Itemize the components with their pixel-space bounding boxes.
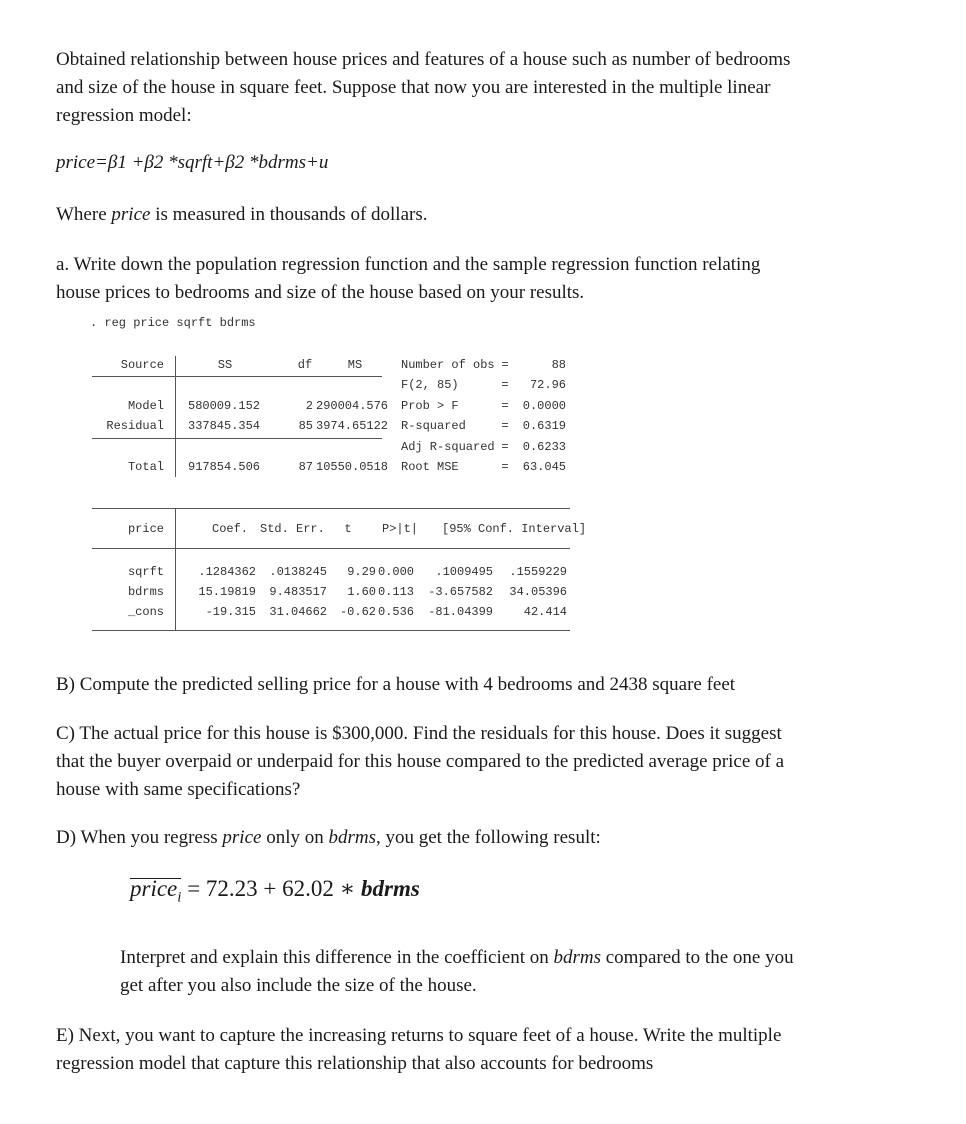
- stat-label-probf: Prob > F: [401, 399, 459, 413]
- part-d-post: , you get the following result:: [375, 827, 601, 848]
- anova-header-df: df: [297, 358, 313, 372]
- where-var: price: [111, 204, 151, 225]
- part-d-var-bdrms: bdrms: [328, 827, 376, 848]
- coef-row-se: 31.04662: [269, 605, 327, 619]
- part-a-line-2: house prices to bedrooms and size of the house based on your results.: [56, 282, 585, 303]
- part-d-interp-line-1: [120, 944, 920, 972]
- coef-row-coef: .1284362: [198, 565, 256, 579]
- coef-row-var: _cons: [127, 605, 164, 619]
- simple-regression-equation: [130, 876, 420, 907]
- coef-row-ci-high: 42.414: [523, 605, 567, 619]
- anova-row-residual-df: 85: [298, 419, 313, 433]
- coef-row-p: 0.000: [377, 565, 414, 579]
- part-c-line-1: C) The actual price for this house is $300,000. Find the residuals for this house. Does it suggest: [56, 723, 782, 744]
- anova-rule-middle: [92, 438, 382, 439]
- intro-line-3: regression model:: [56, 105, 192, 126]
- stat-eq-probf: =: [501, 399, 509, 413]
- part-d-interpretation: [120, 944, 920, 1000]
- part-c-line-2: that the buyer overpaid or underpaid for this house compared to the predicted average price of a: [56, 751, 785, 772]
- coef-row-var: sqrft: [127, 565, 164, 579]
- stat-value-f: 72.96: [529, 378, 566, 392]
- coef-header-var: price: [127, 522, 164, 536]
- eq-rhs: = 72.23 + 62.02 ∗: [181, 876, 362, 901]
- anova-row-total-source: Total: [127, 460, 164, 474]
- coef-row-ci-low: -81.04399: [428, 605, 493, 619]
- part-e-question: [56, 1022, 916, 1078]
- anova-rule-top: [92, 376, 382, 377]
- price-hat: [130, 876, 181, 907]
- coef-header-se: Std. Err.: [260, 522, 325, 536]
- stat-eq-rootmse: =: [501, 460, 509, 474]
- coef-header-t: t: [344, 522, 352, 536]
- anova-row-residual-ms: 3974.65122: [316, 419, 389, 433]
- coef-divider-vertical: [175, 509, 176, 631]
- coef-row-var: bdrms: [127, 585, 164, 599]
- part-d-question: [56, 824, 916, 852]
- anova-row-total-ms: 10550.0518: [316, 460, 389, 474]
- coef-row-coef: 15.19819: [198, 585, 256, 599]
- stat-value-rsq: 0.6319: [522, 419, 566, 433]
- anova-row-total-df: 87: [298, 460, 313, 474]
- coef-header-p: P>|t|: [382, 522, 419, 536]
- anova-divider-vertical: [175, 356, 176, 477]
- anova-header-ss: SS: [217, 358, 233, 372]
- stat-value-adjrsq: 0.6233: [522, 440, 566, 454]
- anova-row-total-ss: 917854.506: [188, 460, 261, 474]
- eq-var: bdrms: [361, 876, 420, 901]
- anova-header-source: Source: [120, 358, 164, 372]
- coef-row-ci-low: .1009495: [435, 565, 493, 579]
- anova-row-model-df: 2: [305, 399, 313, 413]
- coef-row-ci-low: -3.657582: [428, 585, 493, 599]
- where-pre: Where: [56, 204, 112, 225]
- stat-eq-rsq: =: [501, 419, 509, 433]
- part-d-var-price: price: [222, 827, 262, 848]
- anova-row-residual-source: Residual: [106, 419, 164, 433]
- intro-line-2: and size of the house in square feet. Suppose that now you are interested in the multiple linear: [56, 77, 771, 98]
- stat-label-rootmse: Root MSE: [401, 460, 459, 474]
- stat-eq-f: =: [501, 378, 509, 392]
- part-d-interp-line-2: get after you also include the size of the house.: [120, 975, 477, 996]
- stat-label-adjrsq: Adj R-squared: [401, 440, 495, 454]
- part-c-question: [56, 720, 916, 804]
- anova-header-ms: MS: [347, 358, 363, 372]
- coef-row-se: .0138245: [269, 565, 327, 579]
- eq-subscript: i: [177, 889, 182, 906]
- coef-row-coef: -19.315: [205, 605, 256, 619]
- coef-row-t: 9.29: [347, 565, 376, 579]
- coef-row-t: -0.62: [339, 605, 376, 619]
- coef-row-ci-high: 34.05396: [509, 585, 567, 599]
- intro-line-1: Obtained relationship between house prices and features of a house such as number of bedrooms: [56, 49, 791, 70]
- anova-row-model-ms: 290004.576: [316, 399, 389, 413]
- coef-row-ci-high: .1559229: [509, 565, 567, 579]
- anova-row-model-ss: 580009.152: [188, 399, 261, 413]
- part-a-line-1: a. Write down the population regression function and the sample regression function relating: [56, 254, 761, 275]
- coef-row-p: 0.113: [377, 585, 414, 599]
- model-equation: price=β1 +β2 *sqrft+β2 *bdrms+u: [56, 152, 329, 173]
- interp-var: bdrms: [553, 947, 601, 968]
- stat-value-nobs: 88: [551, 358, 566, 372]
- interp-post: compared to the one you: [601, 947, 794, 968]
- where-post: is measured in thousands of dollars.: [150, 204, 428, 225]
- stat-label-nobs: Number of obs: [401, 358, 495, 372]
- eq-lhs: price: [130, 876, 178, 901]
- part-d-pre: D) When you regress: [56, 827, 223, 848]
- part-e-line-1: E) Next, you want to capture the increasing returns to square feet of a house. Write the multiple: [56, 1025, 782, 1046]
- part-b-question: B) Compute the predicted selling price for a house with 4 bedrooms and 2438 square feet: [56, 674, 736, 695]
- stat-eq-adjrsq: =: [501, 440, 509, 454]
- coef-header-ci: [95% Conf. Interval]: [442, 522, 587, 536]
- anova-row-residual-ss: 337845.354: [188, 419, 261, 433]
- part-c-line-3: house with same specifications?: [56, 779, 301, 800]
- anova-row-model-source: Model: [127, 399, 164, 413]
- coef-row-t: 1.60: [347, 585, 376, 599]
- part-d-mid: only on: [261, 827, 329, 848]
- stata-command: . reg price sqrft bdrms: [90, 316, 256, 330]
- stat-label-rsq: R-squared: [401, 419, 466, 433]
- part-e-line-2: regression model that capture this relationship that also accounts for bedrooms: [56, 1053, 654, 1074]
- coef-rule-middle: [92, 548, 570, 549]
- coef-rule-top: [92, 508, 570, 509]
- stat-value-probf: 0.0000: [522, 399, 566, 413]
- coef-rule-bottom: [92, 630, 570, 631]
- coef-row-p: 0.536: [377, 605, 414, 619]
- stat-eq-nobs: =: [501, 358, 509, 372]
- coef-row-se: 9.483517: [269, 585, 327, 599]
- stat-value-rootmse: 63.045: [522, 460, 566, 474]
- coef-header-coef: Coef.: [212, 522, 249, 536]
- hat-mark: [130, 878, 181, 879]
- stat-label-f: F(2, 85): [401, 378, 459, 392]
- interp-pre: Interpret and explain this difference in the coefficient on: [120, 947, 554, 968]
